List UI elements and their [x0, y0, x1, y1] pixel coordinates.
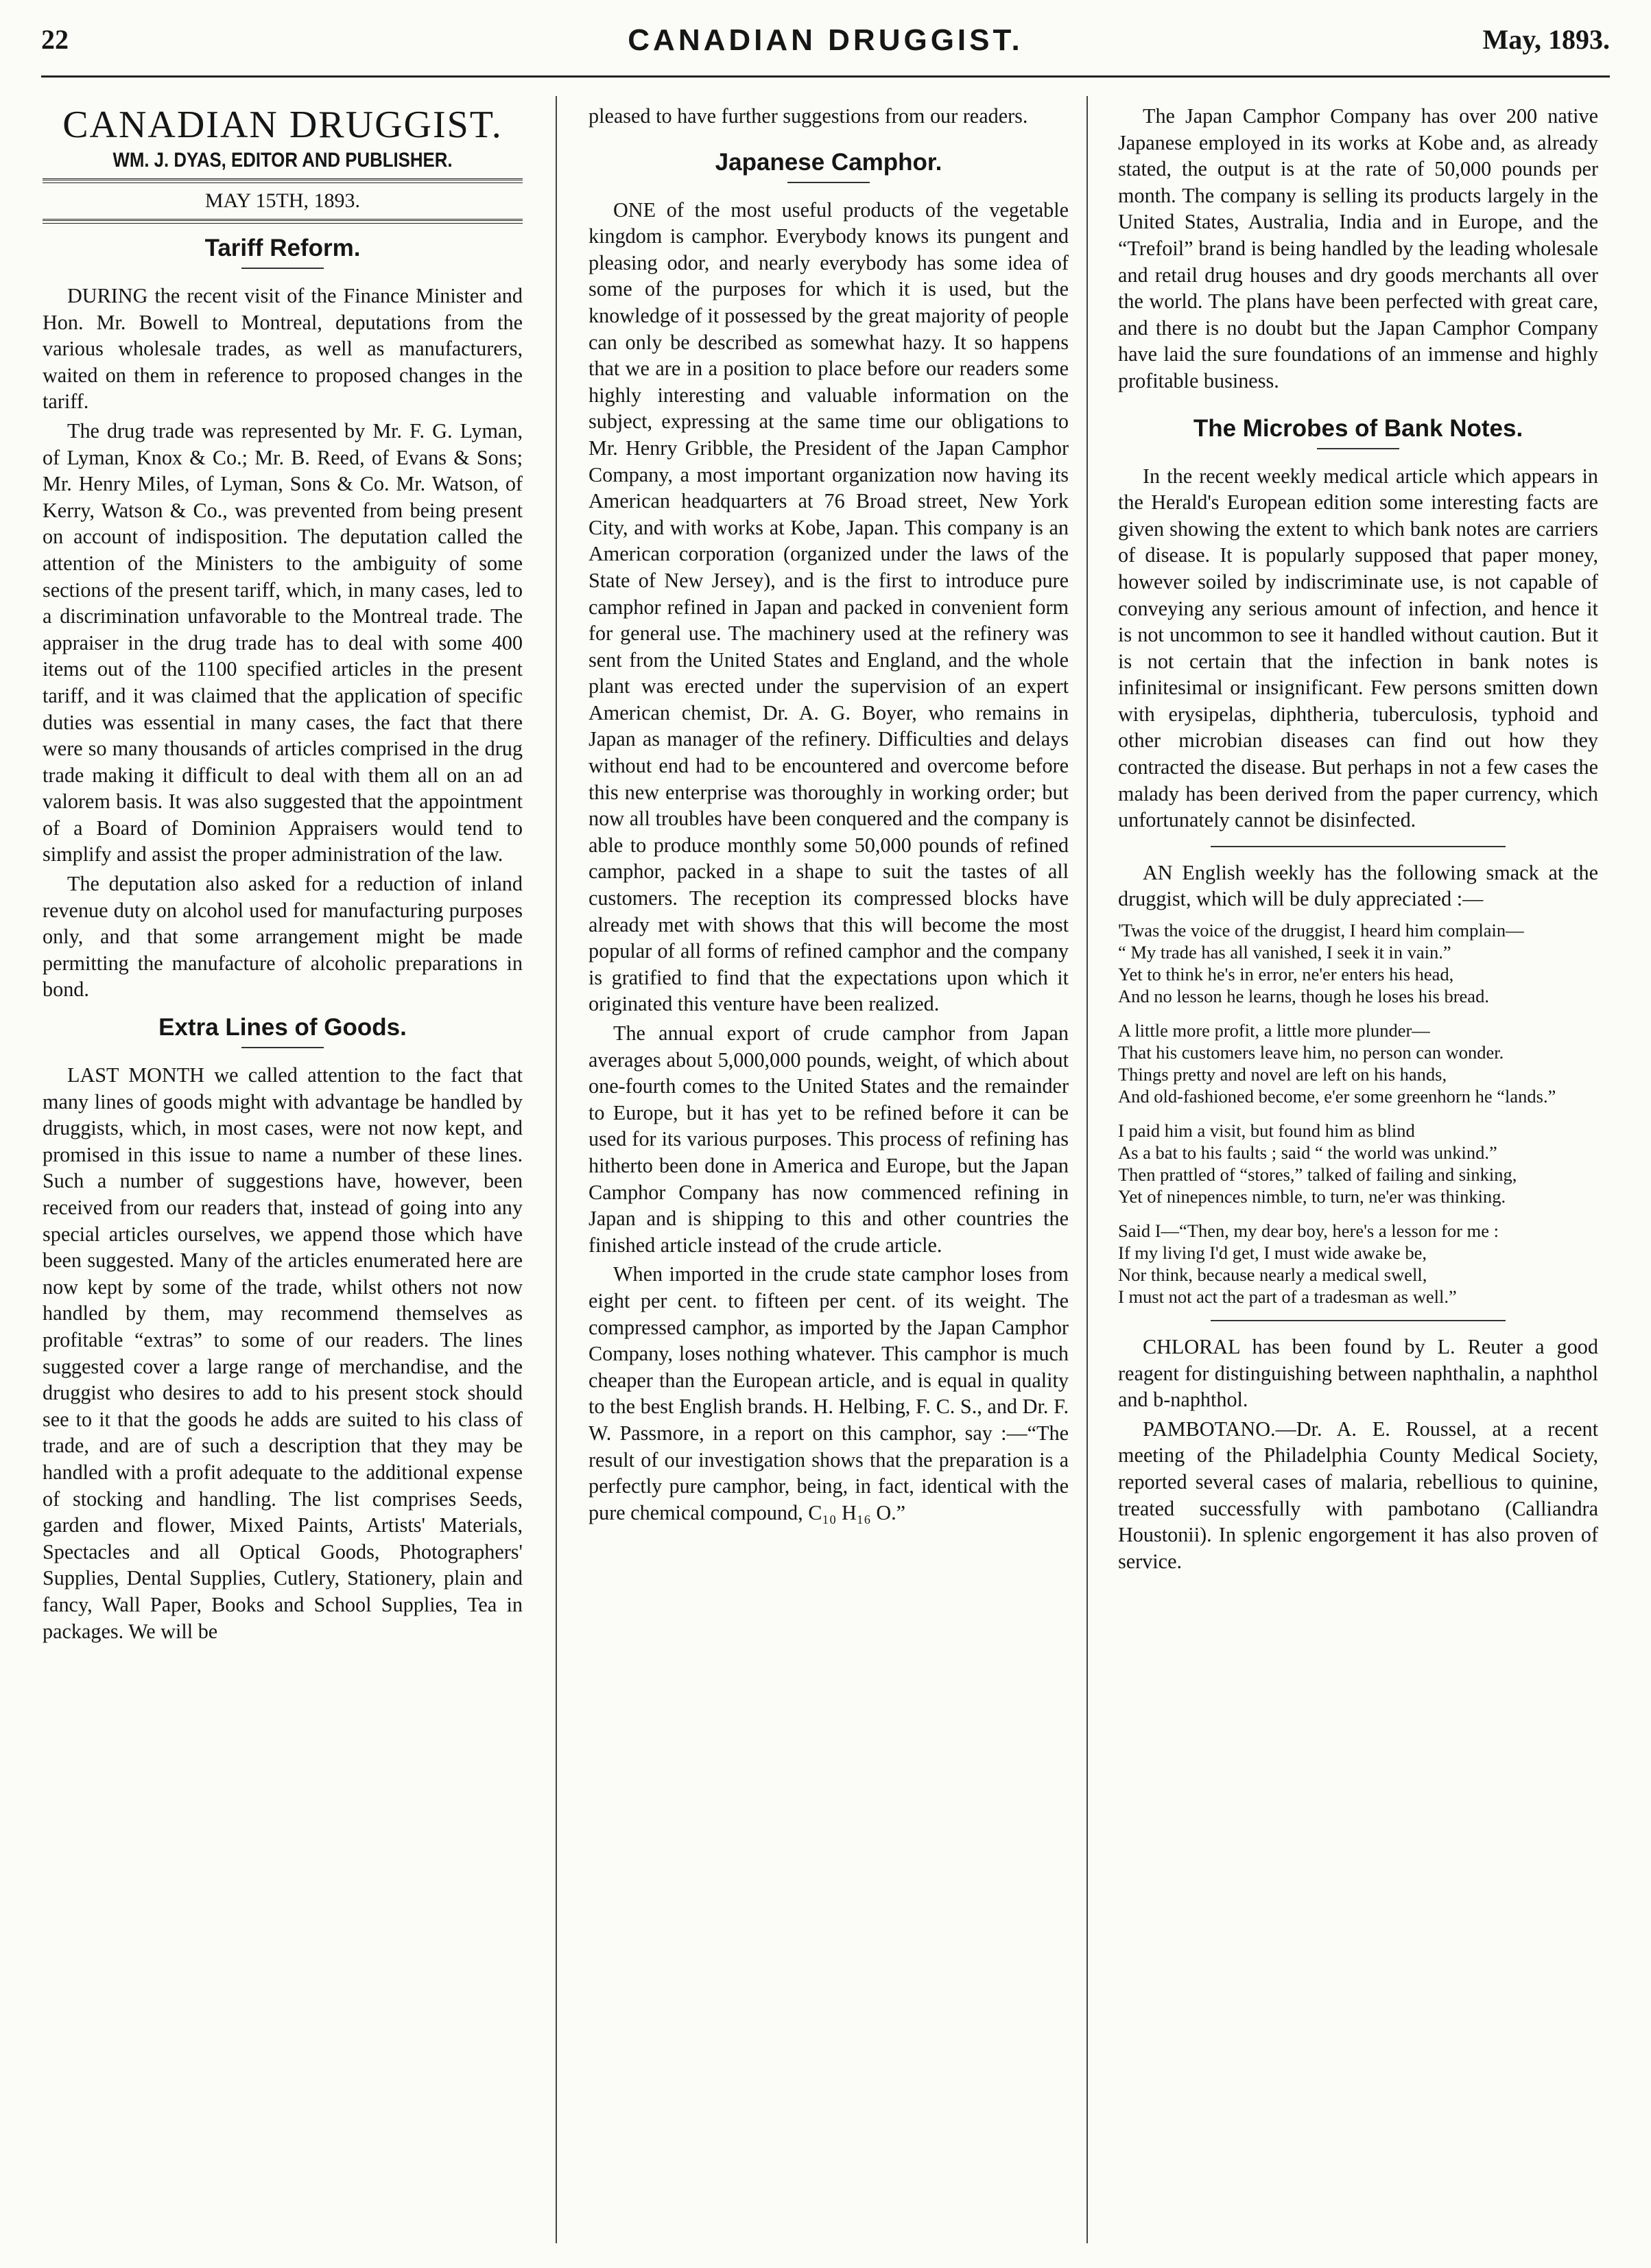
poem: [1118, 919, 1598, 1308]
poem-stanza: [1118, 1220, 1598, 1308]
column-divider: [556, 96, 557, 2243]
poem-stanza: [1118, 1019, 1598, 1107]
poem-line: Nor think, because nearly a medical swell,: [1118, 1264, 1427, 1286]
masthead-date: MAY 15TH, 1893.: [204, 189, 361, 212]
page-number: 22: [41, 24, 69, 55]
poem-line: I paid him a visit, but found him as blind: [1118, 1120, 1415, 1142]
poem-stanza: [1118, 919, 1598, 1007]
poem-line: Yet of ninepences nimble, to turn, ne'er was thinking.: [1118, 1186, 1506, 1207]
poem-line: Said I—“Then, my dear boy, here's a lesson for me :: [1118, 1220, 1499, 1242]
masthead-editor: WM. J. DYAS, EDITOR AND PUBLISHER.: [112, 149, 453, 172]
masthead: [43, 103, 523, 224]
article-paragraph: AN English weekly has the following smack at the druggist, which will be duly appreciated :—: [1118, 860, 1598, 911]
article-paragraph: PAMBOTANO.—Dr. A. E. Roussel, at a recent meeting of the Philadelphia County Medical Society, reported several cases of malaria, rebellious to quinine, treated successfully with pambotano (Calliandra Houstonii). In splenic engorgement it has also proven of service.: [1118, 1417, 1598, 1573]
title-rule: [787, 182, 870, 183]
column-1: [43, 103, 523, 2236]
masthead-rule: [43, 178, 523, 183]
separator-rule: [1211, 1320, 1506, 1321]
title-rule: [241, 268, 324, 269]
column-3: [1118, 103, 1598, 2236]
separator-rule: [1211, 846, 1506, 847]
column-2: [589, 103, 1069, 2236]
poem-line: Things pretty and novel are left on his hands,: [1118, 1064, 1447, 1085]
article-paragraph: DURING the recent visit of the Finance Minister and Hon. Mr. Bowell to Montreal, deputations from the various wholesale trades, as well as manufacturers, waited on them in reference to proposed changes in the tariff.: [43, 284, 523, 414]
masthead-rule: [43, 219, 523, 224]
article-paragraph: pleased to have further suggestions from our readers.: [589, 104, 1028, 128]
poem-line: 'Twas the voice of the druggist, I heard him complain—: [1118, 920, 1524, 941]
journal-title: CANADIAN DRUGGIST.: [628, 23, 1023, 57]
poem-line: If my living I'd get, I must wide awake be,: [1118, 1242, 1427, 1264]
poem-stanza: [1118, 1120, 1598, 1207]
poem-line: I must not act the part of a tradesman as well.”: [1118, 1286, 1457, 1308]
article-paragraph: In the recent weekly medical article which appears in the Herald's European edition some interesting facts are given showing the extent to which bank notes are carriers of disease. It is popularly supposed that paper money, however soiled by indiscriminate use, is not capable of conveying any serious amount of infection, and hence it is not uncommon to see it handled without caution. But it is not certain that the infection in bank notes is infinitesimal or insignificant. Few persons smitten down with erysipelas, diphtheria, tuberculosis, typhoid and other microbian diseases can find out how they contracted the disease. But perhaps in not a few cases the malady has been derived from the paper currency, which unfortunately cannot be disinfected.: [1118, 464, 1598, 832]
article-paragraph: The drug trade was represented by Mr. F. G. Lyman, of Lyman, Knox & Co.; Mr. B. Reed, of Evans & Sons; Mr. Henry Miles, of Lyman, Sons & Co. Mr. Watson, of Kerry, Watson & Co., was prevented from being present on account of indisposition. The deputation called the attention of the Ministers to the ambiguity of some sections of the present tariff, which, in many cases, led to a discrimination unfavorable to the Montreal trade. The appraiser in the drug trade has to deal with some 400 items out of the 1100 specified articles in the present tariff, and it was claimed that the application of specific duties was essential in many cases, the fact that there were so many thousands of articles comprised in the drug trade making it difficult to deal with them all on an ad valorem basis. It was also suggested that the appointment of a Board of Dominion Appraisers would tend to simplify and assist the proper administration of the law.: [43, 418, 523, 866]
running-head: [41, 23, 1610, 64]
title-rule: [1317, 448, 1399, 449]
article-paragraph: The Japan Camphor Company has over 200 native Japanese employed in its works at Kobe and, as already stated, the output is at the rate of 50,000 pounds per month. The company is selling its products largely in the United States, Australia, India and in Europe, and the “Trefoil” brand is being handled by the leading wholesale and retail drug houses and dry goods merchants all over the world. The plans have been perfected with great care, and there is no doubt but the Japan Camphor Company have laid the sure foundations of an immense and highly profitable business.: [1118, 104, 1598, 392]
article-title-extra-lines: Extra Lines of Goods.: [158, 1014, 407, 1041]
poem-line: A little more profit, a little more plunder—: [1118, 1020, 1430, 1041]
article-paragraph: The annual export of crude camphor from Japan averages about 5,000,000 pounds, weight, of which about one-fourth comes to the United States and the remainder to Europe, but it has yet to be refined before it can be used for its various purposes. This process of refining has hitherto been done in America and Europe, but the Japan Camphor Company has now commenced refining in Japan and is shipping to this and other countries the finished article instead of the crude article.: [589, 1021, 1069, 1257]
article-title-japanese-camphor: Japanese Camphor.: [715, 148, 942, 176]
article-title-tariff-reform: Tariff Reform.: [204, 235, 361, 261]
poem-line: Yet to think he's in error, ne'er enters his head,: [1118, 964, 1454, 985]
article-paragraph: CHLORAL has been found by L. Reuter a good reagent for distinguishing between naphthalin, a naphthol and b-naphthol.: [1118, 1335, 1598, 1412]
article-title-microbes: The Microbes of Bank Notes.: [1193, 414, 1523, 442]
poem-line: And no lesson he learns, though he loses his bread.: [1118, 986, 1489, 1007]
header-rule: [41, 75, 1610, 78]
masthead-title: CANADIAN DRUGGIST.: [62, 104, 503, 146]
poem-line: “ My trade has all vanished, I seek it in vain.”: [1118, 942, 1451, 963]
article-paragraph: ONE of the most useful products of the vegetable kingdom is camphor. Everybody knows its pungent and pleasing odor, and nearly everybody has some idea of some of the purposes for which it is used, but the knowledge of it possessed by the great majority of people can only be described as somewhat hazy. It so happens that we are in a position to place before our readers some highly interesting and valuable information on the subject, expressing at the same time our obligations to Mr. Henry Gribble, the President of the Japan Camphor Company, a most important organization now having its American headquarters at 76 Broad street, New York City, and with works at Kobe, Japan. This company is an American corporation (organized under the laws of the State of New Jersey), and is the first to introduce pure camphor refined in Japan and packed in convenient form for general use. The machinery used at the refinery was sent from the United States and England, and the whole plant was erected under the supervision of an expert American chemist, Dr. A. G. Boyer, who remains in Japan as manager of the refinery. Difficulties and delays without end had to be encountered and overcome before this new enterprise was thoroughly in working order; but now all troubles have been conquered and the company is able to produce monthly some 50,000 pounds of refined camphor, packed in a shape to suit the tastes of all customers. The reception its compressed blocks have already met with shows that this will become the most popular of all forms of refined camphor and the company is gratified to find that the expectations upon which it originated this venture have been realized.: [589, 198, 1069, 1016]
issue-date: May, 1893.: [1482, 24, 1610, 55]
column-divider: [1086, 96, 1088, 2243]
poem-line: As a bat to his faults ; said “ the world was unkind.”: [1118, 1142, 1497, 1163]
article-paragraph: The deputation also asked for a reduction of inland revenue duty on alcohol used for manufacturing purposes only, and that some arrangement might be made permitting the manufacture of alcoholic preparations in bond.: [43, 872, 523, 1002]
poem-line: And old-fashioned become, e'er some greenhorn he “lands.”: [1118, 1086, 1556, 1107]
article-paragraph: When imported in the crude state camphor loses from eight per cent. to fifteen per cent. of its weight. The compressed camphor, as imported by the Japan Camphor Company, loses nothing whatever. This camphor is much cheaper than the European article, and is equal in quality to the best English brands. H. Helbing, F. C. S., and Dr. F. W. Passmore, in a report on this camphor, say :—“The result of our investigation shows that the preparation is a perfectly pure camphor, being, in fact, identical with the pure chemical compound, C₁₀ H₁₆ O.”: [589, 1262, 1069, 1524]
title-rule: [241, 1047, 324, 1048]
article-paragraph: LAST MONTH we called attention to the fact that many lines of goods might with advantage be handled by druggists, which, in most cases, were not now kept, and promised in this issue to name a number of these lines. Such a number of suggestions have, however, been received from our readers that, instead of going into any special articles ourselves, we append those which have been suggested. Many of the articles enumerated here are now kept by some of the trade, whilst others not now handled by them, may recommend themselves as profitable “extras” to some of our readers. The lines suggested cover a large range of merchandise, and the druggist who desires to add to his present stock should see to it that the goods he adds are suited to his class of trade, and are of such a description that they may be handled with a profit adequate to the additional expense of stocking and handling. The list comprises Seeds, garden and flower, Mixed Paints, Artists' Materials, Spectacles and all Optical Goods, Photographers' Supplies, Dental Supplies, Cutlery, Stationery, plain and fancy, Wall Paper, Books and School Supplies, Tea in packages. We will be: [43, 1063, 523, 1643]
poem-line: Then prattled of “stores,” talked of failing and sinking,: [1118, 1164, 1517, 1185]
poem-line: That his customers leave him, no person can wonder.: [1118, 1042, 1504, 1063]
